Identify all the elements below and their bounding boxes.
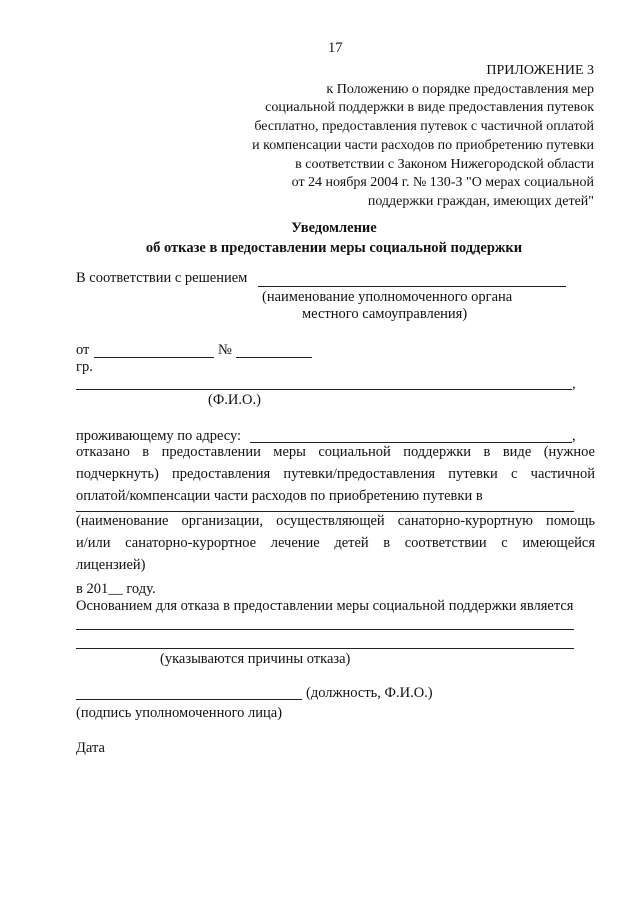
notice-subheading: об отказе в предоставлении меры социальной поддержки <box>145 240 523 256</box>
signature-hint: (подпись уполномоченного лица) <box>76 705 283 721</box>
number-label: № <box>218 342 232 358</box>
notice-heading: Уведомление <box>291 220 377 236</box>
appendix-line: в соответствии с Законом Нижегородской области <box>295 156 594 172</box>
date-from-label: от <box>76 342 90 358</box>
refusal-paragraph <box>76 441 595 507</box>
page-number: 17 <box>328 40 343 56</box>
refusal-line: подчеркнуть) предоставления путевки/предоставления путевки с частичной <box>76 466 595 482</box>
number-field-line <box>236 357 312 358</box>
decision-hint: (наименование уполномоченного органа <box>262 289 513 305</box>
refusal-line: оплатой/компенсации части расходов по приобретению путевки в <box>76 488 483 504</box>
date-label: Дата <box>76 740 105 756</box>
position-hint: (должность, Ф.И.О.) <box>306 685 433 701</box>
citizen-comma: , <box>572 376 576 392</box>
appendix-line: бесплатно, предоставления путевок с частичной оплатой <box>254 119 594 135</box>
refusal-line: отказано в предоставлении меры социальной поддержки в виде (нужное <box>76 444 595 460</box>
appendix-line: поддержки граждан, имеющих детей" <box>367 193 594 209</box>
appendix-line: социальной поддержки в виде предоставления путевок <box>265 100 594 116</box>
organization-hint <box>76 510 595 576</box>
reason-field-line-2 <box>76 648 574 649</box>
citizen-label: гр. <box>76 359 93 375</box>
reason-text: Основанием для отказа в предоставлении меры социальной поддержки является <box>76 598 574 614</box>
appendix-title: ПРИЛОЖЕНИЕ 3 <box>486 63 594 78</box>
organization-hint-line: и/или санаторно-курортное лечение детей в соответствии с имеющейся <box>76 535 595 551</box>
date-field-line <box>94 357 214 358</box>
appendix-block <box>252 62 594 212</box>
decision-hint: местного самоуправления) <box>302 306 468 322</box>
decision-field-line <box>258 286 566 287</box>
address-label: проживающему по адресу: <box>76 428 242 444</box>
appendix-line: к Положению о порядке предоставления мер <box>326 81 594 97</box>
citizen-hint: (Ф.И.О.) <box>208 392 261 408</box>
address-comma: , <box>572 428 576 444</box>
citizen-field-line <box>76 389 572 390</box>
reason-field-line-1 <box>76 629 574 630</box>
appendix-line: от 24 ноября 2004 г. № 130-З "О мерах социальной <box>291 175 594 191</box>
signature-field-line <box>76 699 302 700</box>
organization-hint-line: лицензией) <box>76 557 146 573</box>
appendix-line: и компенсации части расходов по приобретению путевки <box>252 137 594 153</box>
organization-hint-line: (наименование организации, осуществляющей санаторно-курортную помощь <box>76 513 595 529</box>
reason-hint: (указываются причины отказа) <box>160 651 351 667</box>
year-text: в 201__ году. <box>76 581 156 597</box>
decision-label: В соответствии с решением <box>76 270 248 286</box>
